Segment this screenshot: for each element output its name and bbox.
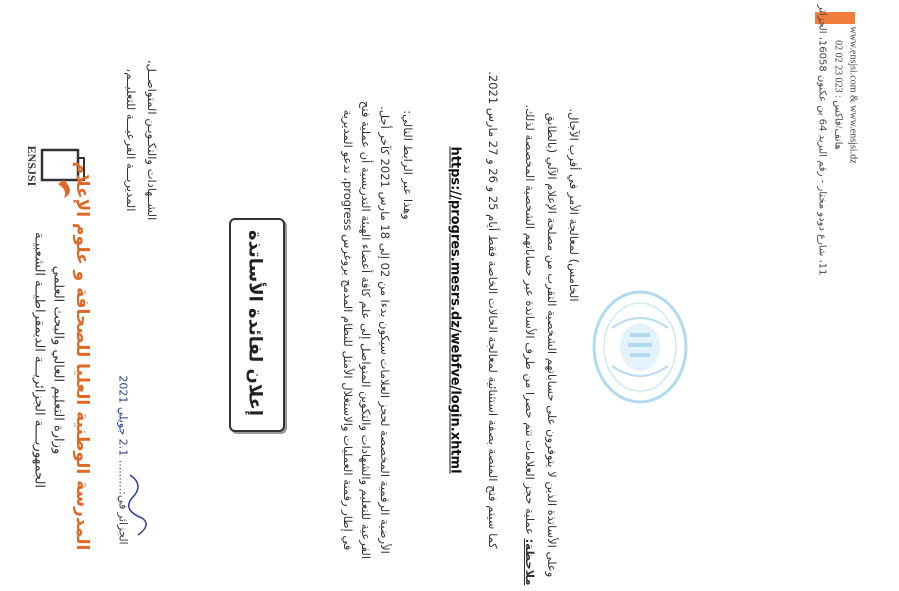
body-line-2: الفرعية للتعليم والشهادات والتكوين المتواصل إلى علم كافة أعضاء الهيئة التدريسية أن عملية فتح — [359, 100, 373, 560]
note-line-1 — [523, 105, 537, 586]
announcement-title: إعلان لفائدة الأساتذة — [244, 229, 266, 417]
body-line-4: وهذا عبر الرابط التالي: — [401, 110, 415, 220]
platform-link[interactable]: https://progres.mesrs.dz/webfve/login.xhtml — [447, 146, 463, 474]
ministry-line: وزارة التعليم العالي والبحث العلمي — [50, 265, 66, 455]
note-line-3: الخامس) لمعالجة الأمر في أقرب الآجال. — [567, 108, 581, 302]
official-stamp — [590, 288, 690, 406]
footer-phone: هاتف/فاكس : 023 23 02 02 — [832, 40, 844, 150]
svg-text:ENSJSI: ENSJSI — [25, 145, 39, 187]
date-label: الجزائر في:......... — [116, 459, 130, 545]
school-name: المدرسة الوطنية العليا للصحافة و علوم الإعلام — [72, 161, 92, 551]
note-line-2: وعلى الأساتذة الذين لا يتوفرون على حساباتهم الشخصية التقرب من مصلحة الإعلام الآلي (بالطابق — [545, 112, 559, 578]
footer-address: 11، شارع دودو مختار - رقم البريد 64 بن عكنون 16058، الجزائر — [816, 4, 828, 276]
body-line-3: الأرضية الرقمية المخصصة لحجز العلامات سيكون بدءا من 02 إلى 18 مارس 2021 كآخر أجل. — [378, 106, 392, 554]
body-line-1: في إطار رقمنة العمليات والاستغلال الأمثل للنظام المدمج بروغرس progress، تدعو المديرية — [341, 109, 355, 551]
note-label: ملاحظة: — [523, 538, 537, 586]
footer-web: www.ensjsi.com & www.ensjsi.dz — [847, 26, 859, 164]
addressee-line-1: المديريـــة الفرعيـــة للتعليــم، — [124, 68, 138, 212]
addressee-line-2: الشــهادات والتكـويـن المتواصــل، — [145, 59, 159, 221]
republic-line: الجمهوريــــة الجزائريـــة الديمقراطيــة الشعبيـة — [31, 231, 47, 489]
extra-days-line: كما سيتم فتح المنصة بصفة استثنائية لمعالجة الحالات الخاصة فقط أيام 25 و 26 و 27 مارس 2021. — [486, 71, 500, 549]
date-value: 2.1 جويلي 2021 — [116, 375, 130, 457]
note-text-1: عملية حجز العلامات تتم حصرا من طرف الأساتذة عبر حساباتهم الشخصية المخصصة لذلك. — [523, 104, 537, 535]
signature — [120, 470, 160, 540]
